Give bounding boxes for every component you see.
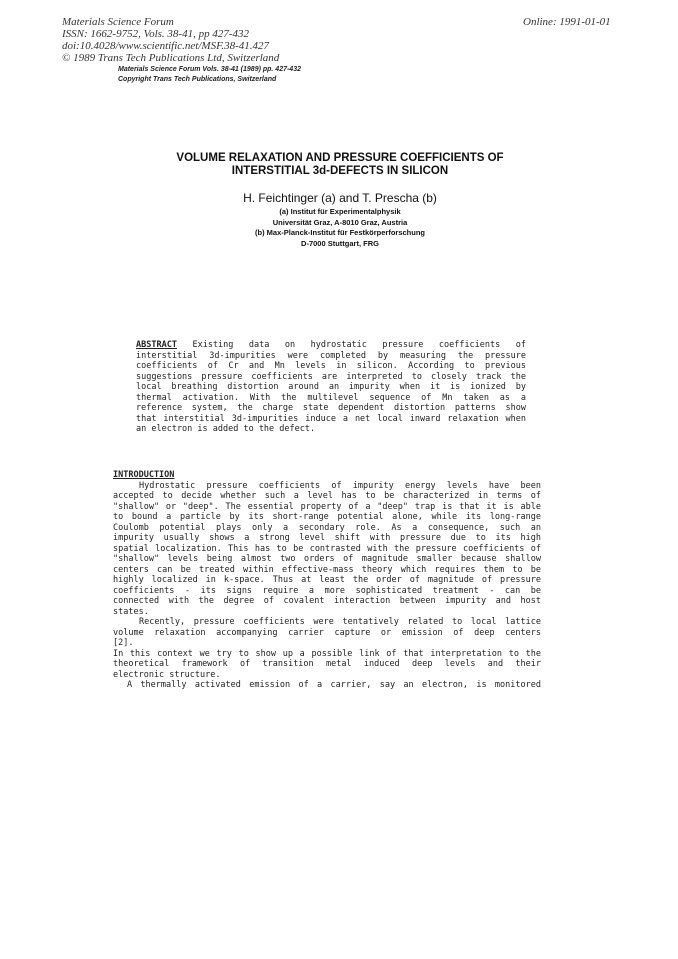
intro-line: Recently, pressure coefficients were tentatively related to local lattice (139, 617, 541, 627)
abstract-line: reference system, the charge state dependent distortion patterns show (136, 403, 526, 413)
intro-line: Coulomb potential plays only a secondary role. As a consequence, such an (113, 522, 541, 533)
abstract-line: interstitial 3d-impurities were completed by measuring the pressure (136, 350, 526, 361)
journal-name: Materials Science Forum (62, 16, 174, 28)
doi-line: doi:10.4028/www.scientific.net/MSF.38-41.427 (62, 40, 270, 52)
publication-metadata (62, 16, 279, 64)
intro-line: coefficients - its signs require a more sophisticated treatment - can be (113, 585, 541, 596)
affiliation-line: (a) Institut für Experimentalphysik (279, 207, 401, 216)
intro-line: [2]. (113, 638, 134, 648)
abstract-heading: ABSTRACT (136, 340, 177, 350)
issn-line: ISSN: 1662-9752, Vols. 38-41, pp 427-432 (62, 28, 249, 40)
affiliation-line: (b) Max-Planck-Institut für Festkörperforschung (254, 228, 425, 237)
journal-header-volume: Materials Science Forum Vols. 38-41 (1989) pp. 427-432 (118, 66, 301, 73)
intro-line: volume relaxation accompanying carrier capture or emission of deep centers (113, 627, 541, 638)
intro-line: A thermally activated emission of a carrier, say an electron, is monitored (127, 680, 541, 690)
abstract-text: Existing data on hydrostatic pressure coefficients of (192, 340, 526, 350)
intro-line: electronic structure. (113, 669, 221, 680)
intro-line: states. (113, 606, 149, 617)
copyright-line: © 1989 Trans Tech Publications Ltd, Switzerland (62, 52, 280, 64)
title-line-1: VOLUME RELAXATION AND PRESSURE COEFFICIENTS OF (176, 152, 504, 164)
paper-title (100, 152, 580, 178)
abstract-section (136, 340, 526, 435)
abstract-line: that interstitial 3d-impurities induce a net local inward relaxation when (136, 413, 526, 424)
intro-line: centers can be treated within effective-mass theory which requires them to be (113, 564, 541, 575)
intro-line: highly localized in k-space. Thus at least the order of magnitude of pressure (113, 575, 541, 585)
affiliations (100, 207, 580, 249)
intro-line: In this context we try to show up a possible link of that interpretation to the (113, 648, 541, 659)
abstract-line: local breathing distortion around an impurity when it is ionized by (136, 382, 526, 392)
intro-line: impurity usually shows a strong level shift with pressure due to its high (113, 533, 541, 543)
affiliation-line: D-7000 Stuttgart, FRG (301, 238, 379, 248)
intro-line: connected with the degree of covalent interaction between impurity and host (113, 596, 541, 606)
online-date: Online: 1991-01-01 (523, 16, 611, 28)
intro-line: to bound a particle by its short-range potential alone, while its long-range (113, 512, 541, 522)
intro-line: theoretical framework of transition metal induced deep levels and their (113, 659, 541, 669)
introduction-section (113, 470, 541, 691)
intro-line: "shallow" levels being almost two orders of magnitude smaller because shallow (113, 554, 541, 564)
abstract-line: suggestions pressure coefficients are interpreted to closely track the (136, 371, 526, 382)
intro-line: accepted to decide whether such a level has to be characterized in terms of (113, 491, 541, 501)
abstract-line: thermal activation. With the multilevel sequence of Mn taken as a (136, 392, 526, 403)
abstract-first-line (136, 340, 526, 351)
affiliation-line: Universität Graz, A-8010 Graz, Austria (272, 217, 408, 227)
introduction-heading: INTRODUCTION (113, 470, 175, 480)
author-list: H. Feichtinger (a) and T. Prescha (b) (243, 191, 437, 205)
intro-line: "shallow" or "deep". The essential property of a "deep" trap is that it is able (113, 501, 541, 512)
title-line-2: INTERSTITIAL 3d-DEFECTS IN SILICON (231, 165, 449, 177)
intro-line: Hydrostatic pressure coefficients of impurity energy levels have been (139, 480, 541, 491)
abstract-line: coefficients of Cr and Mn levels in silicon. According to previous (136, 361, 526, 371)
abstract-line: an electron is added to the defect. (136, 424, 316, 434)
journal-header (118, 65, 301, 85)
journal-header-copyright: Copyright Trans Tech Publications, Switzerland (118, 76, 277, 83)
intro-line: spatial localization. This has to be contrasted with the pressure coefficients of (113, 543, 541, 554)
